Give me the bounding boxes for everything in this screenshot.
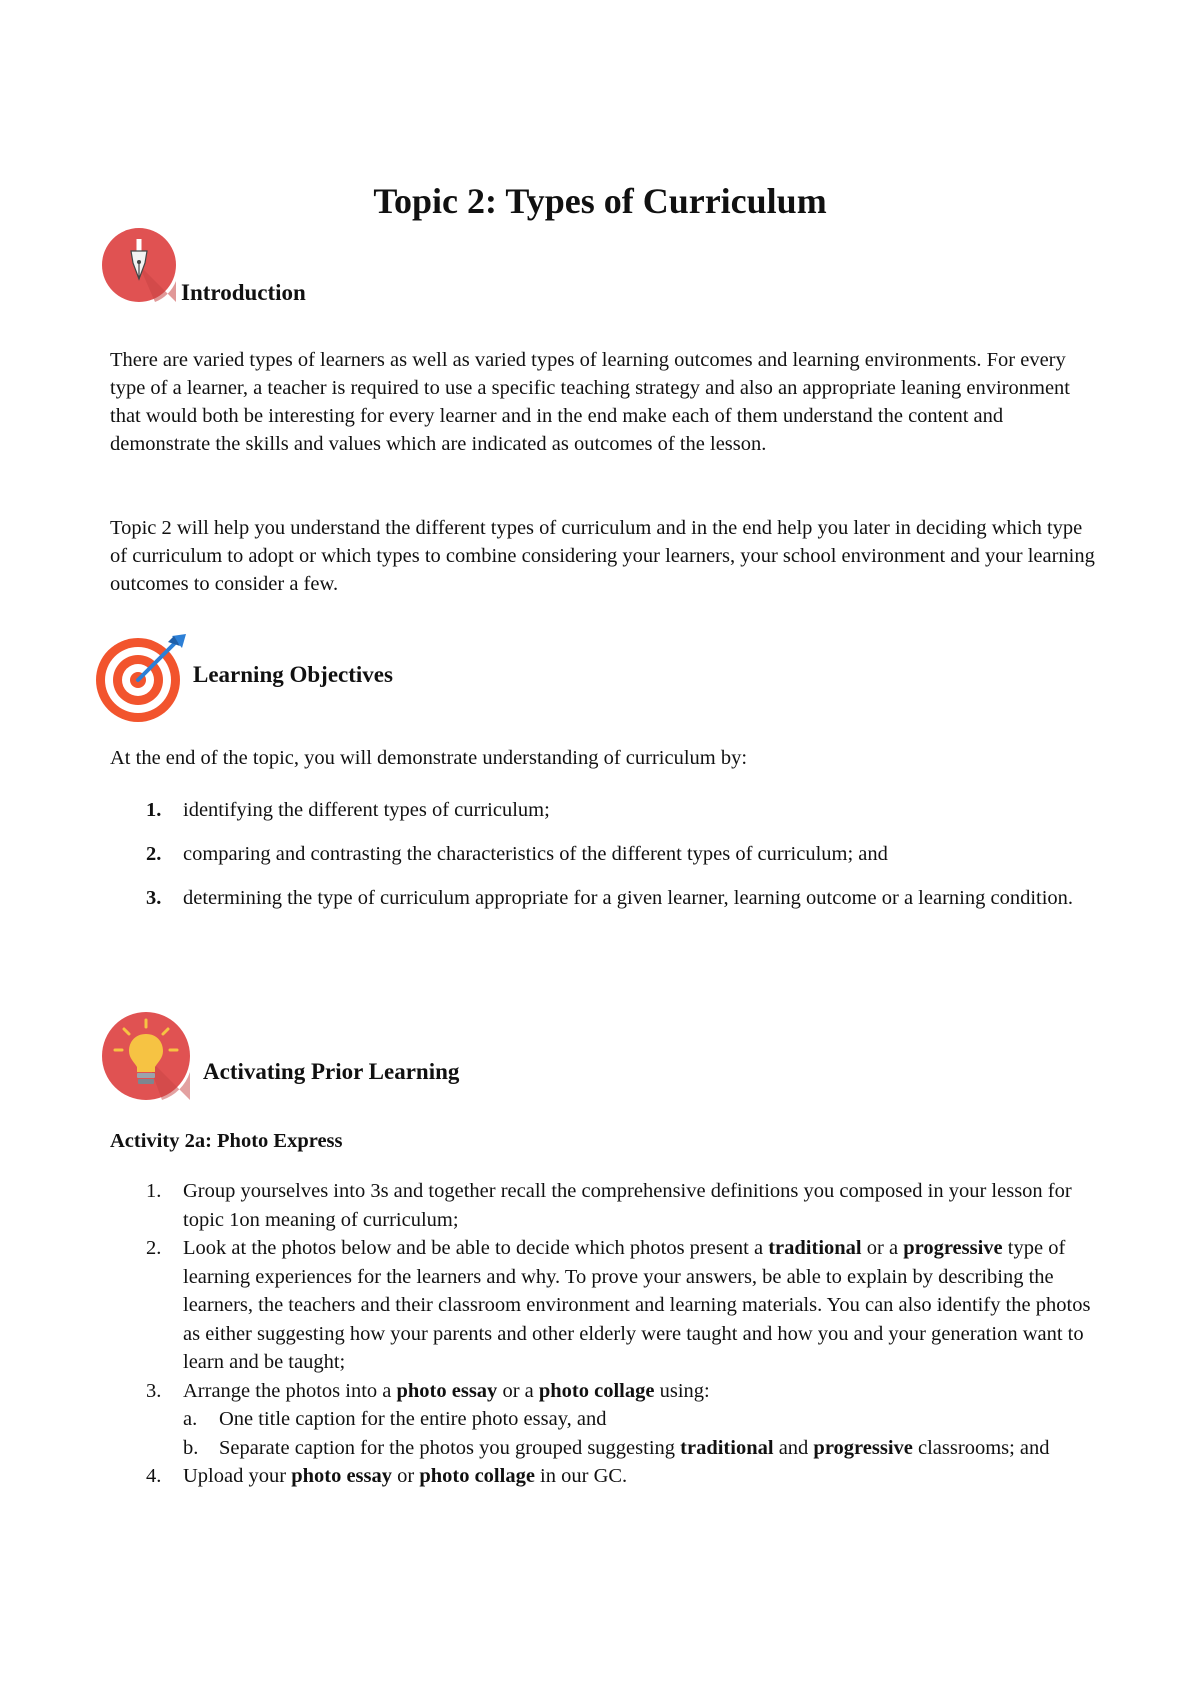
list-number: 1. [146, 1180, 162, 1202]
list-item-text: comparing and contrasting the characteristics of the different types of curriculum; and [183, 843, 888, 865]
list-item [110, 795, 1100, 825]
list-number: 2. [146, 843, 162, 865]
list-number: 3. [146, 1379, 162, 1402]
list-item-text: Group yourselves into 3s and together recall the comprehensive definitions you composed in your lesson for topic 1on meaning of curriculum; [183, 1180, 1072, 1231]
list-item [110, 839, 1100, 869]
activity-title: Activity 2a: Photo Express [110, 1130, 343, 1152]
list-number: 4. [146, 1465, 162, 1487]
sub-list-letter: a. [183, 1408, 198, 1430]
list-number: 2. [146, 1237, 162, 1259]
sub-list-item-text: One title caption for the entire photo essay, and [219, 1408, 607, 1430]
list-item-text: Arrange the photos into a photo essay or a photo collage using: [183, 1379, 710, 1402]
list-item [110, 1234, 1105, 1377]
emphasis-progressive: progressive [903, 1237, 1003, 1259]
list-item [110, 1377, 1105, 1463]
sub-list [183, 1405, 1105, 1462]
emphasis-photo-essay: photo essay [291, 1465, 392, 1487]
introduction-paragraph-1: There are varied types of learners as well as varied types of learning outcomes and learning environments. For every type of a learner, a teacher is required to use a specific teaching strategy and also an appropriate leaning environment that would both be interesting for every learner and in the end make each of them understand the content and demonstrate the skills and values which are indicated as outcomes of the lesson. [110, 349, 1070, 455]
sub-list-item [183, 1434, 1105, 1463]
activity-steps [110, 1177, 1105, 1491]
emphasis-photo-essay: photo essay [396, 1379, 498, 1402]
introduction-heading: Introduction [181, 280, 306, 305]
list-number: 3. [146, 887, 162, 909]
sub-list-item-text: Separate caption for the photos you grouped suggesting traditional and progressive classrooms; and [219, 1436, 1050, 1459]
list-number: 1. [146, 799, 162, 821]
objectives-intro: At the end of the topic, you will demonstrate understanding of curriculum by: [110, 747, 748, 769]
prior-learning-heading: Activating Prior Learning [203, 1059, 460, 1084]
page-title: Topic 2: Types of Curriculum [373, 181, 827, 221]
emphasis-photo-collage: photo collage [538, 1379, 655, 1402]
light-bulb-icon [100, 1010, 196, 1102]
list-item [110, 883, 1100, 913]
emphasis-photo-collage: photo collage [419, 1465, 535, 1487]
emphasis-traditional: traditional [680, 1436, 774, 1459]
objectives-list [110, 795, 1100, 927]
sub-list-letter: b. [183, 1436, 199, 1459]
introduction-paragraph-2: Topic 2 will help you understand the different types of curriculum and in the end help you later in deciding which type of curriculum to adopt or which types to combine considering your learners, your school environment and your learning outcomes to consider a few. [110, 517, 1095, 595]
list-item-text: determining the type of curriculum appropriate for a given learner, learning outcome or a learning condition. [183, 887, 1074, 909]
target-dart-icon [94, 630, 188, 724]
pen-nib-icon [100, 226, 178, 304]
emphasis-traditional: traditional [768, 1237, 862, 1259]
objectives-heading: Learning Objectives [193, 662, 393, 687]
list-item-text: identifying the different types of curriculum; [183, 799, 550, 821]
list-item [110, 1462, 1105, 1491]
list-item-text: Upload your photo essay or photo collage in our GC. [183, 1465, 628, 1487]
list-item-text: Look at the photos below and be able to decide which photos present a traditional or a progressive type of learning experiences for the learners and why. To prove your answers, be able to explain by describing the learners, the teachers and their classroom environment and learning materials. You can also identify the photos as either suggesting how your parents and other elderly were taught and how you and your generation want to learn and be taught; [183, 1237, 1091, 1373]
list-item [110, 1177, 1105, 1234]
emphasis-progressive: progressive [813, 1436, 913, 1459]
sub-list-item [183, 1405, 1105, 1434]
